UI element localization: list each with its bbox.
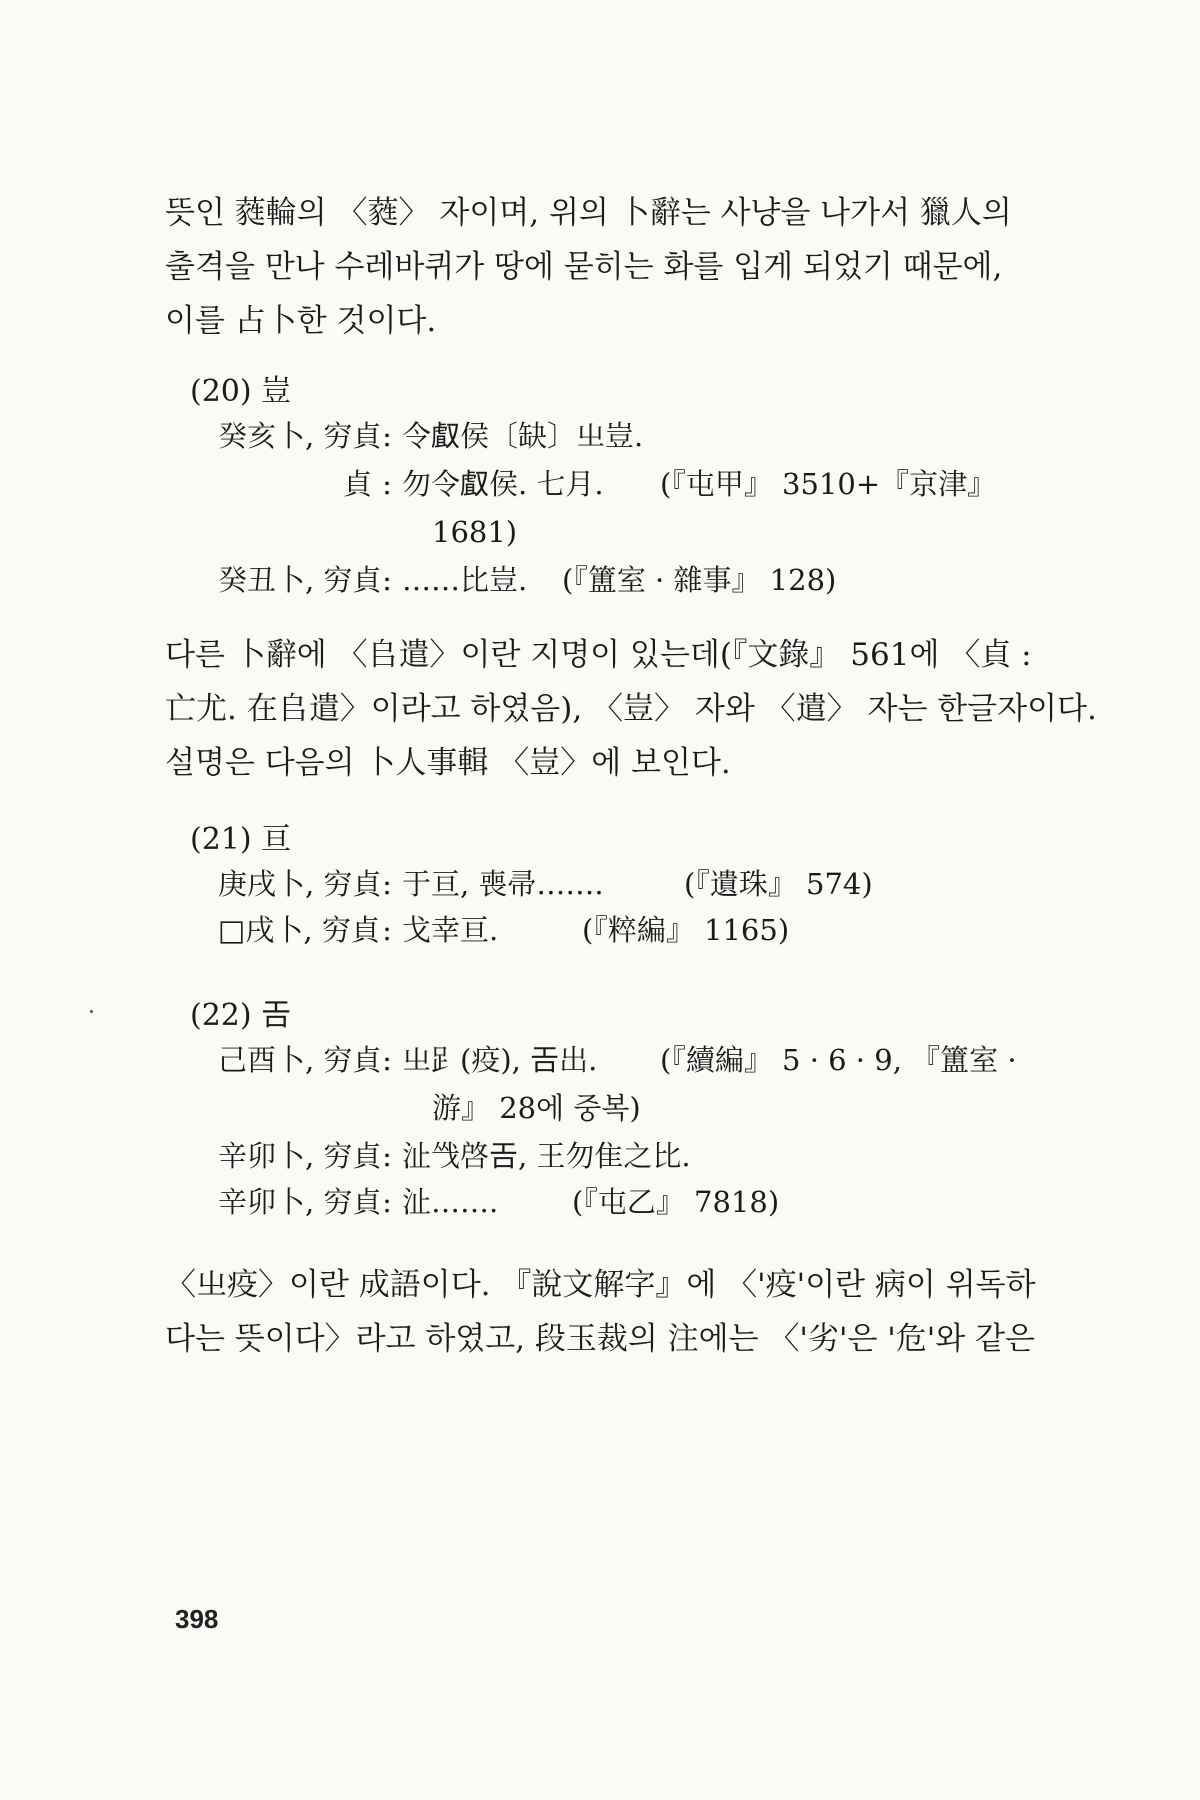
- entry-prefix: 貞: [342, 467, 372, 501]
- scan-speck: [90, 1010, 93, 1013]
- section-heading-22: (22) 𢀛: [190, 998, 292, 1033]
- entry-reference: (『續編』 5 · 6 · 9, 『簠室 ·: [660, 1043, 1017, 1077]
- paragraph-line: 출격을 만나 수레바퀴가 땅에 묻히는 화를 입게 되었기 때문에,: [165, 249, 1003, 285]
- entry-prefix: 癸丑卜, 穷貞: [218, 563, 382, 597]
- entry-prefix: 癸亥卜, 穷貞: [218, 419, 382, 453]
- paragraph-line: 설명은 다음의 卜人事輯 〈豈〉에 보인다.: [165, 745, 731, 781]
- divination-entry: 辛卯卜, 穷貞: 沚㦰啓𢀛, 王勿隹之比.: [218, 1136, 691, 1176]
- divination-entry: 癸丑卜, 穷貞: ……比豈. (『簠室 · 雜事』 128): [218, 560, 836, 600]
- entry-prefix: □戌卜, 穷貞: [218, 913, 380, 947]
- divination-entry: 貞 : 勿令𠭯侯. 七月. (『屯甲』 3510+『京津』: [218, 464, 996, 504]
- divination-entry: 庚戌卜, 穷貞: 于亘, 喪帚……. (『遺珠』 574): [218, 864, 873, 904]
- entry-reference: (『屯乙』 7818): [572, 1185, 780, 1219]
- paragraph-line: 이를 占卜한 것이다.: [165, 303, 437, 339]
- section-heading-20: (20) 豈: [190, 374, 292, 409]
- entry-prefix: 辛卯卜, 穷貞: [218, 1139, 382, 1173]
- intro-paragraph: [165, 186, 1065, 348]
- entry-text: 令𠭯侯〔缺〕㞢豈.: [402, 419, 644, 453]
- entry-text: 勿令𠭯侯. 七月.: [402, 467, 604, 501]
- divination-entry: 己酉卜, 穷貞: 㞢𧾷(疫), 𢀛出. (『續編』 5 · 6 · 9, 『簠室 ·: [218, 1040, 1017, 1080]
- entry-reference: (『屯甲』 3510+『京津』: [660, 467, 997, 501]
- paragraph-line: 뜻인 蕤輪의 〈蕤〉 자이며, 위의 卜辭는 사냥을 나가서 獵人의: [165, 195, 1012, 231]
- paragraph-line: 〈㞢疫〉이란 成語이다. 『說文解字』에 〈'疫'이란 病이 위독하: [165, 1267, 1036, 1303]
- divination-entry: □戌卜, 穷貞: 戈幸亘. (『粹編』 1165): [218, 910, 789, 950]
- entry-reference: (『簠室 · 雜事』 128): [562, 563, 837, 597]
- entry-text: 戈幸亘.: [402, 913, 499, 947]
- entry-reference: (『粹編』 1165): [582, 913, 790, 947]
- entry-text: ……比豈.: [402, 563, 528, 597]
- page-number: 398: [175, 1604, 219, 1634]
- entry-text: 沚…….: [402, 1185, 499, 1219]
- entry-text: 㞢𧾷(疫), 𢀛出.: [402, 1043, 598, 1077]
- entry-text: 沚㦰啓𢀛, 王勿隹之比.: [402, 1139, 691, 1173]
- paragraph-line: 다른 卜辭에 〈𠂤遣〉이란 지명이 있는데(『文錄』 561에 〈貞 :: [165, 637, 1032, 673]
- entry-reference: (『遺珠』 574): [684, 867, 873, 901]
- entry-prefix: 庚戌卜, 穷貞: [218, 867, 382, 901]
- entry-prefix: 辛卯卜, 穷貞: [218, 1185, 382, 1219]
- entry-continuation: 游』 28에 중복): [432, 1091, 641, 1125]
- divination-entry: 癸亥卜, 穷貞: 令𠭯侯〔缺〕㞢豈.: [218, 416, 643, 456]
- final-paragraph: [165, 1258, 1065, 1366]
- mid-paragraph: [165, 628, 1097, 790]
- entry-prefix: 己酉卜, 穷貞: [218, 1043, 382, 1077]
- paragraph-line: 亡尤. 在𠂤遣〉이라고 하였음), 〈豈〉 자와 〈遣〉 자는 한글자이다.: [165, 691, 1097, 727]
- entry-text: 于亘, 喪帚…….: [402, 867, 604, 901]
- divination-entry: 辛卯卜, 穷貞: 沚……. (『屯乙』 7818): [218, 1182, 779, 1222]
- section-heading-21: (21) 亘: [190, 822, 292, 857]
- paragraph-line: 다는 뜻이다〉라고 하였고, 段玉裁의 注에는 〈'劣'은 '危'와 같은: [165, 1321, 1035, 1357]
- entry-continuation: 1681): [432, 515, 518, 549]
